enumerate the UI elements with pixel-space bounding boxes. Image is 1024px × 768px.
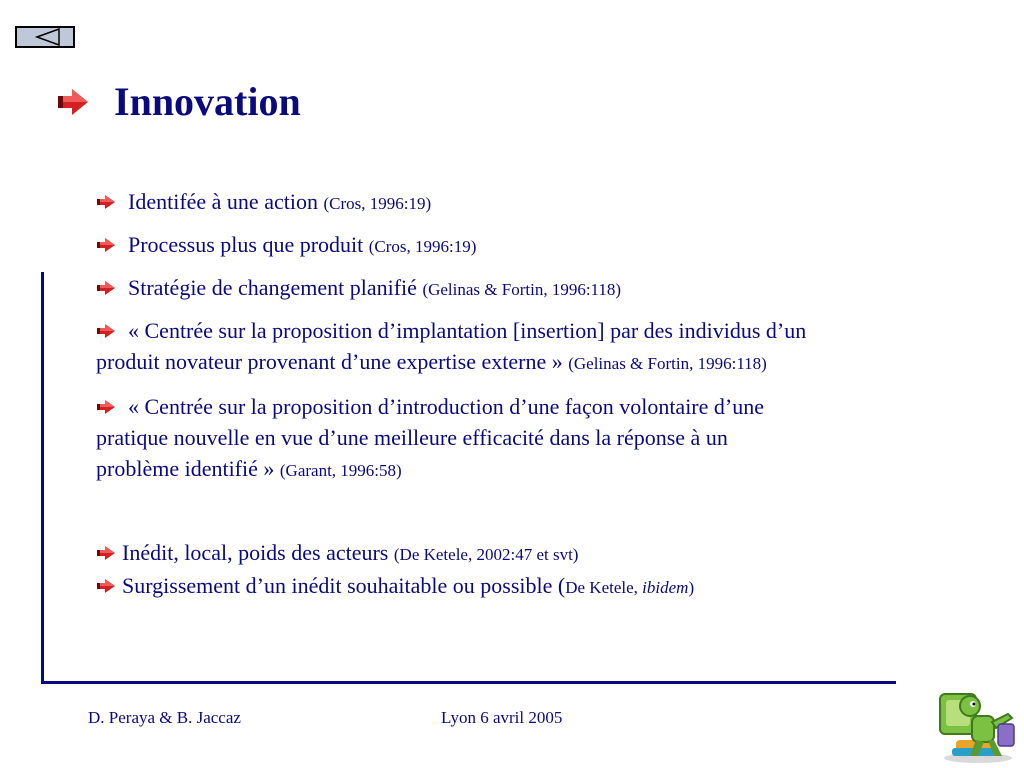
red-arrow-bullet-icon <box>96 237 116 253</box>
item-citation: De Ketele, <box>565 578 643 597</box>
item-citation: (Gelinas & Fortin, 1996:118) <box>422 280 622 299</box>
item-citation: (De Ketele, 2002:47 et svt) <box>393 545 579 564</box>
item-line <box>96 422 764 453</box>
page-title: Innovation <box>114 79 301 124</box>
list-item <box>96 537 578 570</box>
item-text: Surgissement d’un inédit souhaitable ou possible ( <box>122 573 566 598</box>
bottom-rule <box>41 681 896 684</box>
red-arrow-bullet-icon <box>96 280 116 296</box>
item-citation-italic: ibidem <box>642 578 689 597</box>
item-line <box>96 315 806 346</box>
item-text: Inédit, local, poids des acteurs <box>122 540 394 565</box>
list-item <box>96 315 806 379</box>
green-character-illustration <box>936 684 1020 764</box>
list-item <box>96 186 431 219</box>
red-arrow-bullet-icon <box>96 194 116 210</box>
item-citation-close: ) <box>688 578 695 597</box>
item-citation: (Gelinas & Fortin, 1996:118) <box>568 354 767 373</box>
item-text: Identifée à une action <box>128 189 324 214</box>
item-text: produit novateur provenant d’une expertise externe » <box>96 349 569 374</box>
item-text: pratique nouvelle en vue d’une meilleure efficacité dans la réponse à un <box>96 425 728 450</box>
item-line <box>96 391 764 422</box>
footer-place-date: Lyon 6 avril 2005 <box>441 708 563 727</box>
list-item <box>96 391 764 486</box>
list-item <box>96 570 694 603</box>
title-row <box>56 78 301 126</box>
footer-authors: D. Peraya & B. Jaccaz <box>88 708 241 727</box>
item-line <box>96 346 806 379</box>
item-text: « Centrée sur la proposition d’introduction d’une façon volontaire d’une <box>128 394 764 419</box>
back-button[interactable] <box>15 26 75 48</box>
red-arrow-bullet-icon <box>96 399 116 415</box>
item-text: Processus plus que produit <box>128 232 369 257</box>
item-citation: (Cros, 1996:19) <box>323 194 432 213</box>
list-item <box>96 229 476 262</box>
item-line <box>96 453 764 486</box>
item-citation: (Garant, 1996:58) <box>279 461 402 480</box>
item-text: « Centrée sur la proposition d’implantation [insertion] par des individus d’un <box>128 318 807 343</box>
red-arrow-bullet-icon <box>96 545 116 561</box>
item-citation: (Cros, 1996:19) <box>368 237 477 256</box>
item-text: Stratégie de changement planifié <box>128 275 423 300</box>
back-triangle-icon <box>17 28 73 46</box>
red-arrow-bullet-icon <box>96 323 116 339</box>
list-item <box>96 272 621 305</box>
left-rule <box>41 272 44 684</box>
red-arrow-bullet-icon <box>56 87 90 117</box>
item-text: problème identifié » <box>96 456 280 481</box>
red-arrow-bullet-icon <box>96 578 116 594</box>
